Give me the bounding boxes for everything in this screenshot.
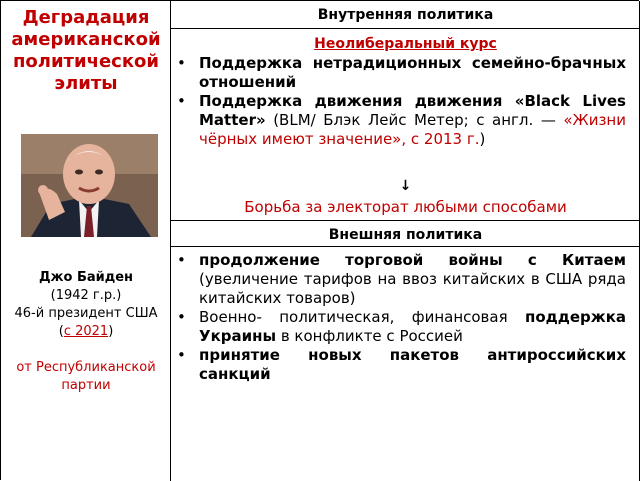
- person-position: 46-й президент США: [14, 306, 158, 321]
- domestic-conclusion: Борьба за электорат любыми способами: [244, 198, 567, 216]
- person-party: от Республиканской партии: [16, 360, 156, 393]
- divider: [171, 220, 640, 221]
- foreign-item1-plain: (увеличение тарифов на ввоз китайских в США ряда китайских товаров): [199, 270, 626, 307]
- list-item: [171, 346, 626, 384]
- domestic-header: Внутренняя политика: [317, 7, 494, 23]
- person-since: [1, 323, 171, 341]
- divider: [171, 28, 640, 29]
- foreign-item3-bold: принятие новых пакетов антироссийских санкций: [199, 346, 626, 383]
- since-open: (: [58, 324, 64, 339]
- foreign-list: [171, 251, 626, 384]
- foreign-item1-bold: продолжение торговой войны с Китаем: [199, 251, 626, 269]
- portrait-photo: [21, 134, 158, 237]
- domestic-subheader: Неолиберальный курс: [314, 36, 497, 52]
- foreign-item2-tail: в конфликте с Россией: [276, 327, 463, 345]
- person-birth: (1942 г.р.): [50, 288, 122, 303]
- list-item: [171, 54, 626, 92]
- divider: [171, 246, 640, 247]
- since-close: ): [108, 324, 114, 339]
- domestic-item1: Поддержка нетрадиционных семейно-брачных отношений: [199, 54, 626, 91]
- arrow-down-icon: ↓: [399, 178, 412, 194]
- list-item: [171, 251, 626, 308]
- foreign-item2-bold: поддержка Украины: [199, 308, 626, 345]
- left-column: [1, 1, 171, 481]
- list-item: [171, 308, 626, 346]
- domestic-list: [171, 54, 626, 149]
- since-link[interactable]: с 2021: [63, 324, 109, 339]
- slide-title: Деградация американской политической элиты: [11, 7, 161, 94]
- portrait-image: [21, 134, 158, 237]
- person-info: [1, 269, 171, 395]
- domestic-item2-plain: (BLM/ Блэк Лейс Метер; с англ. —: [265, 111, 564, 129]
- foreign-header: Внешняя политика: [328, 227, 483, 243]
- foreign-item2-plain: Военно- политическая, финансовая: [199, 308, 525, 326]
- domestic-item2-bold: Поддержка движения движения «Black Lives Matter»: [199, 92, 626, 129]
- person-name: Джо Байден: [38, 270, 134, 285]
- right-column: [171, 1, 640, 481]
- list-item: [171, 92, 626, 149]
- domestic-item2-red: «Жизни чёрных имеют значение», с 2013 г.: [199, 111, 626, 148]
- domestic-item2-close: ): [479, 130, 486, 148]
